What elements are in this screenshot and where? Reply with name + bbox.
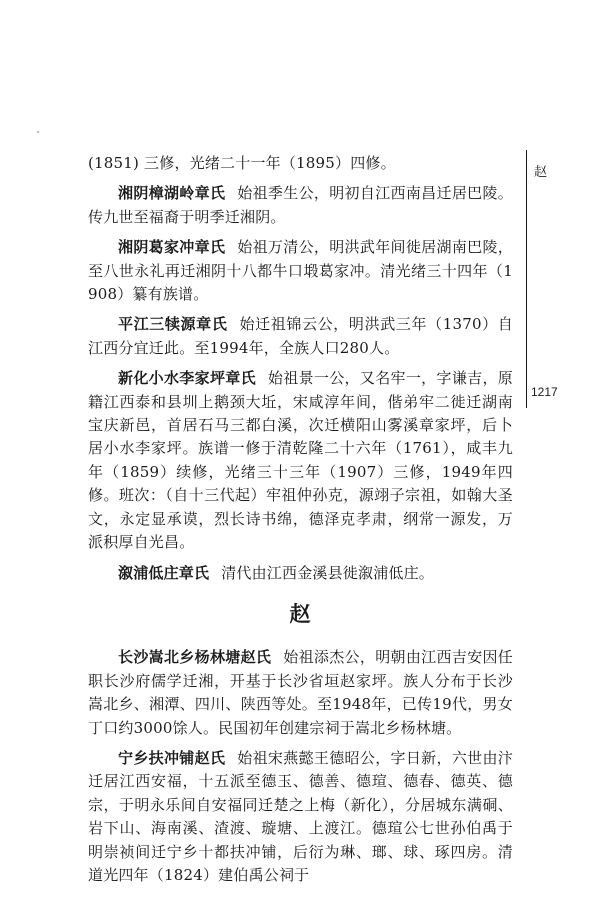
entry-text: 始祖景一公，又名牢一，字谦吉，原籍江西泰和县圳上鹅颈大坵，宋咸淳年间，偕弟牢二徙迁湖南宝庆新邑，首居石马三都白溪，次迁横阳山雾溪章家坪，后卜居小水李家坪。族谱一修于清乾隆二十六年（1761），咸丰九年（1859）续修，光绪三十三年（1907）三修，1949年四修。班次：（自十三代起）牢祖仲孙克，源翊子宗祖，如翰大圣文，永定显承谟，烈长诗书绵，德泽克孝肃，纲常一源发，万派积厚自光昌。: [88, 369, 513, 552]
entry-name: 湘阴葛家冲章氏: [118, 238, 226, 257]
side-rule: [526, 150, 527, 408]
running-head: 赵: [534, 165, 548, 180]
entry-name: 宁乡扶冲铺赵氏: [118, 748, 226, 767]
entry-name: 新化小水李家坪章氏: [118, 369, 256, 388]
body-text: [88, 152, 513, 894]
entry-name: 溆浦低庄章氏: [118, 563, 210, 582]
entry-text: 始祖添杰公，明朝由江西吉安因任职长沙府儒学迁湘，开基于长沙省垣赵家坪。族人分布于长沙嵩北乡、湘潭、四川、陕西等处。至1948年，已传19代，男女丁口约3000馀人。民国初年创建宗祠于嵩北乡杨林塘。: [88, 648, 513, 737]
entry-name: 长沙嵩北乡杨林塘赵氏: [118, 648, 272, 667]
entry-paragraph: [88, 182, 513, 229]
entry-paragraph: [88, 747, 513, 887]
entry-name: 平江三犊源章氏: [118, 315, 228, 334]
entry-paragraph: [88, 367, 513, 554]
entry-text: 始祖万清公，明洪武年间徙居湖南巴陵，至八世永礼再迁湘阴十八都牛口塅葛家冲。清光绪三十四年（1908）纂有族谱。: [88, 238, 513, 304]
entry-paragraph: [88, 236, 513, 306]
entry-text: 清代由江西金溪县徙溆浦低庄。: [221, 563, 435, 582]
entry-paragraph: [88, 313, 513, 360]
entry-paragraph: [88, 646, 513, 740]
margin-mark: [37, 131, 39, 133]
entry-text: 始祖宋燕懿王德昭公，字日新，六世由汴迁居江西安福，十五派至德玉、德善、德瑄、德春、德英、德宗，于明永乐间自安福同迁楚之上梅（新化），分居城东满硐、岩下山、海南溪、渣渡、璇塘、上渡江。德瑄公七世孙伯禹于明崇祯间迁宁乡十都扶冲铺，后衍为琳、瑯、球、琢四房。清道光四年（1824）建伯禹公祠于: [88, 748, 513, 884]
entry-paragraph: [88, 562, 513, 585]
page-number: 1217: [531, 385, 558, 399]
entry-text: (1851) 三修，光绪二十一年（1895）四修。: [88, 154, 396, 172]
section-title: 赵: [289, 601, 312, 626]
entry-text: 始迁祖锦云公，明洪武三年（1370）自江西分宜迁此。至1994年，全族人口280人。: [88, 315, 513, 357]
entry-text: 始祖季生公，明初自江西南昌迁居巴陵。传九世至福裔于明季迁湘阴。: [88, 184, 513, 226]
entry-name: 湘阴樟湖岭章氏: [118, 184, 226, 203]
entry-continuation: [88, 152, 513, 175]
